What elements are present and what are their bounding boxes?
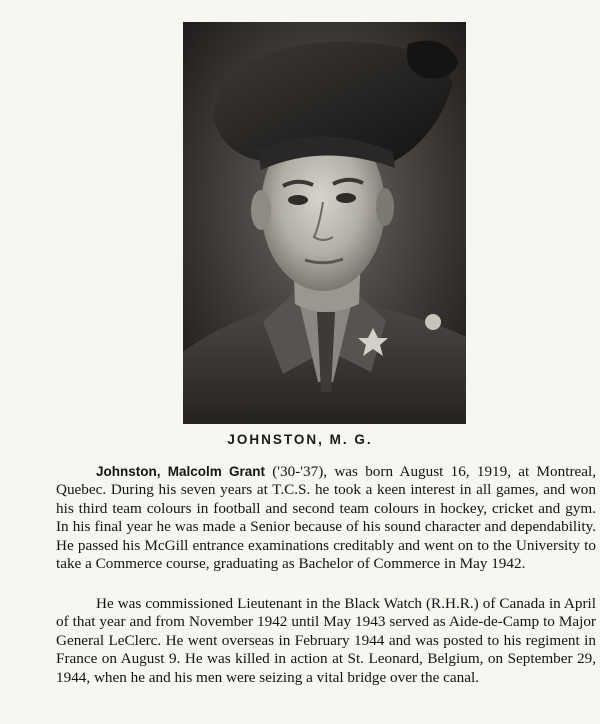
bio-subject-name: Johnston, Malcolm Grant <box>96 464 265 479</box>
bio-paragraph-2: He was commissioned Lieutenant in the Black Watch (R.H.R.) of Canada in April of that year and from November 1942 until May 1943 served as Aide-de-Camp to Major General LeClerc. He went overseas in February 1944 and was posted to his regiment in France on August 9. He was killed in action at St. Leonard, Belgium, on September 29, 1944, when he and his men were seizing a vital bridge over the canal. <box>56 595 596 686</box>
bio-paragraph-1 <box>56 463 596 573</box>
page-title: JOHNSTON, M. G. <box>227 432 373 447</box>
portrait-photo <box>183 22 466 424</box>
bio-paragraph-1-text: ('30-'37), was born August 16, 1919, at Montreal, Quebec. During his seven years at T.C.S. he took a keen interest in all games, and won his third team colours in football and second team colours in hockey, cricket and gym. In his final year he was made a Senior because of his sound character and dependability. He passed his McGill entrance examinations creditably and went on to the University to take a Commerce course, graduating as Bachelor of Commerce in May 1942. <box>56 463 597 573</box>
